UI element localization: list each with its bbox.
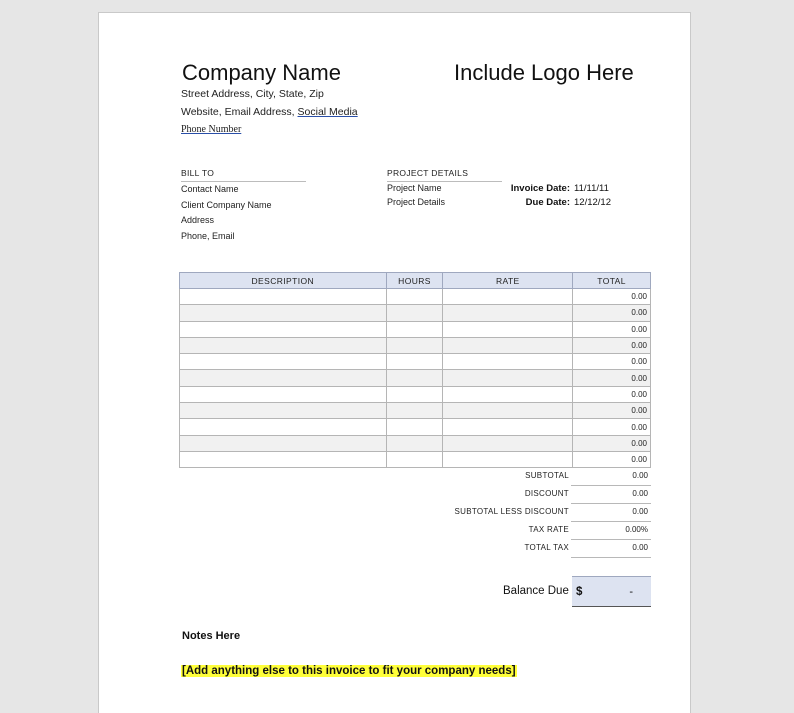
invoice-date-label: Invoice Date:	[510, 183, 570, 194]
rate-cell[interactable]	[443, 289, 573, 305]
rate-cell[interactable]	[443, 321, 573, 337]
rate-cell[interactable]	[443, 419, 573, 435]
bill-to-line: Phone, Email	[181, 231, 235, 241]
description-cell[interactable]	[180, 354, 387, 370]
description-cell[interactable]	[180, 370, 387, 386]
subtotal-value[interactable]: 0.00	[632, 471, 648, 480]
total-cell[interactable]: 0.00	[573, 321, 651, 337]
tax-rate-value[interactable]: 0.00%	[625, 525, 648, 534]
tax-rate-label: TAX RATE	[528, 525, 569, 534]
hours-cell[interactable]	[386, 435, 443, 451]
hours-cell[interactable]	[386, 321, 443, 337]
hours-cell[interactable]	[386, 451, 443, 467]
total-cell[interactable]: 0.00	[573, 354, 651, 370]
table-row	[180, 337, 651, 353]
subtotal-label: SUBTOTAL	[525, 471, 569, 480]
items-table	[179, 272, 651, 468]
discount-value[interactable]: 0.00	[632, 489, 648, 498]
total-cell[interactable]: 0.00	[573, 370, 651, 386]
rate-cell[interactable]	[443, 370, 573, 386]
description-cell[interactable]	[180, 337, 387, 353]
rate-cell[interactable]	[443, 386, 573, 402]
table-row	[180, 305, 651, 321]
project-details-label: PROJECT DETAILS	[387, 168, 469, 178]
summary-row	[439, 540, 651, 558]
table-row	[180, 370, 651, 386]
description-cell[interactable]	[180, 321, 387, 337]
hours-cell[interactable]	[386, 289, 443, 305]
rate-cell[interactable]	[443, 403, 573, 419]
due-date: 12/12/12	[574, 197, 611, 208]
contact-line: Website, Email Address, Social Media	[181, 106, 358, 118]
total-cell[interactable]: 0.00	[573, 386, 651, 402]
logo-placeholder: Include Logo Here	[454, 60, 634, 85]
balance-due-label: Balance Due	[503, 585, 569, 597]
col-rate: RATE	[443, 273, 573, 289]
balance-value: -	[629, 586, 633, 598]
total-cell[interactable]: 0.00	[573, 403, 651, 419]
bill-to-line: Contact Name	[181, 184, 239, 194]
description-cell[interactable]	[180, 289, 387, 305]
total-cell[interactable]: 0.00	[573, 337, 651, 353]
subtotal-less-discount-label: SUBTOTAL LESS DISCOUNT	[454, 507, 569, 516]
rate-cell[interactable]	[443, 305, 573, 321]
company-name: Company Name	[182, 60, 341, 85]
rate-cell[interactable]	[443, 354, 573, 370]
total-cell[interactable]: 0.00	[573, 419, 651, 435]
summary-row	[439, 522, 651, 540]
summary-row	[439, 486, 651, 504]
balance-currency: $	[576, 586, 583, 598]
notes[interactable]: Notes Here	[182, 630, 241, 642]
table-row	[180, 451, 651, 467]
hours-cell[interactable]	[386, 419, 443, 435]
total-cell[interactable]: 0.00	[573, 435, 651, 451]
description-cell[interactable]	[180, 419, 387, 435]
description-cell[interactable]	[180, 403, 387, 419]
rate-cell[interactable]	[443, 435, 573, 451]
balance-due-box[interactable]	[572, 576, 651, 607]
table-row	[180, 289, 651, 305]
invoice-page	[98, 12, 691, 713]
total-cell[interactable]: 0.00	[573, 305, 651, 321]
table-row	[180, 419, 651, 435]
description-cell[interactable]	[180, 305, 387, 321]
bill-to-line: Address	[181, 215, 215, 225]
description-cell[interactable]	[180, 435, 387, 451]
rate-cell[interactable]	[443, 451, 573, 467]
hours-cell[interactable]	[386, 337, 443, 353]
description-cell[interactable]	[180, 451, 387, 467]
col-description: DESCRIPTION	[180, 273, 387, 289]
bill-to-line: Client Company Name	[181, 200, 272, 210]
summary-row	[439, 504, 651, 522]
summary-row	[439, 468, 651, 486]
hours-cell[interactable]	[386, 370, 443, 386]
subtotal-less-discount-value[interactable]: 0.00	[632, 507, 648, 516]
table-row	[180, 435, 651, 451]
col-total: TOTAL	[573, 273, 651, 289]
phone-number[interactable]: Phone Number	[181, 124, 242, 135]
bill-to-label: BILL TO	[181, 168, 215, 178]
social-media-link[interactable]: Social Media	[297, 106, 358, 118]
project-line: Project Name	[387, 183, 442, 193]
description-cell[interactable]	[180, 386, 387, 402]
total-tax-label: TOTAL TAX	[524, 543, 569, 552]
col-hours: HOURS	[386, 273, 443, 289]
rate-cell[interactable]	[443, 337, 573, 353]
total-cell[interactable]: 0.00	[573, 289, 651, 305]
total-cell[interactable]: 0.00	[573, 451, 651, 467]
extra-note-highlight[interactable]: [Add anything else to this invoice to fit your company needs]	[182, 665, 516, 677]
table-row	[180, 403, 651, 419]
table-row	[180, 386, 651, 402]
table-row	[180, 354, 651, 370]
table-row	[180, 321, 651, 337]
hours-cell[interactable]	[386, 386, 443, 402]
hours-cell[interactable]	[386, 305, 443, 321]
total-tax-value[interactable]: 0.00	[632, 543, 648, 552]
hours-cell[interactable]	[386, 403, 443, 419]
address-line: Street Address, City, State, Zip	[181, 88, 324, 100]
discount-label: DISCOUNT	[524, 489, 569, 498]
invoice-date: 11/11/11	[574, 183, 609, 194]
due-date-label: Due Date:	[525, 197, 570, 208]
hours-cell[interactable]	[386, 354, 443, 370]
project-line: Project Details	[387, 197, 446, 207]
